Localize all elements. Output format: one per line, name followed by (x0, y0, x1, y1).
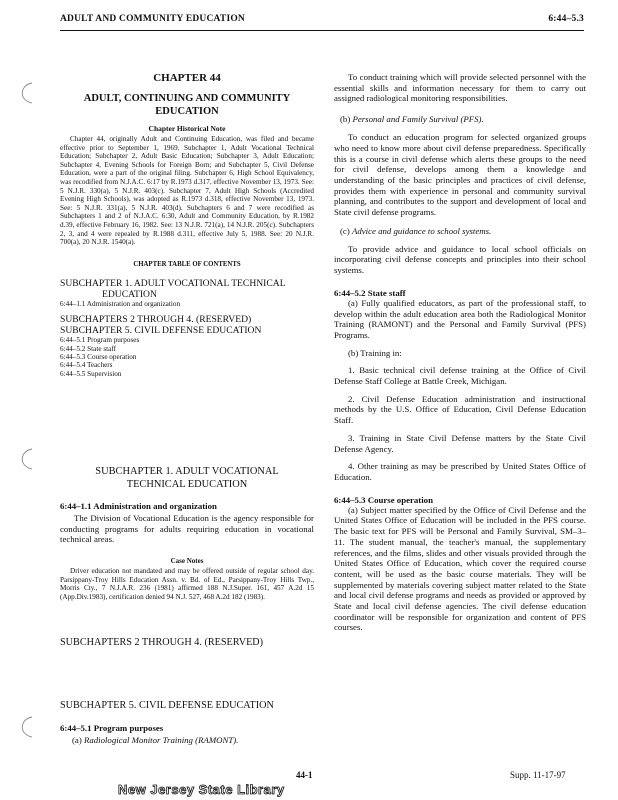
training-item: 4. Other training as may be prescribed by United States Office of Education. (334, 461, 586, 482)
header-title: ADULT AND COMMUNITY EDUCATION (60, 14, 245, 24)
toc-subchapter-1: SUBCHAPTER 1. ADULT VOCATIONAL TECHNICAL (60, 277, 286, 289)
supplement-date: Supp. 11-17-97 (510, 770, 566, 780)
toc-entry: 6:44–1.1 Administration and organization (60, 299, 181, 308)
toc-subchapter-5: SUBCHAPTER 5. CIVIL DEFENSE EDUCATION (60, 325, 262, 337)
section-5-2-b: (b) Training in: (348, 347, 402, 358)
training-item: 2. Civil Defense Education administration and instructional methods by the U.S. Office of Education, Civil Defense Education Staff. (334, 393, 586, 426)
right-column (334, 72, 586, 633)
pfs-description: To conduct an education program for selected organized groups who need to know more about civil defense preparedness. Specifically this is a course in civil defense which alerts these groups to the need for civil defense, develops among them a knowledge and understanding of the basic principles and practices of civil defense, provides them with experience in personal and community survival planning, and contributes to the support and development of local and State civil defense programs. (334, 132, 586, 218)
section-5-3-a: (a) Subject matter specified by the Office of Civil Defense and the United States Office of Education will be included in the PFS course. The basic text for PFS will be Personal and Family Survival, SM–3–11. The student manual, the teacher's manual, the supplementary references, and the films, slides and other visuals provided through the United States Office of Education, which cover the required course content, will be used as the basic course materials. They will be supplemented by materials covering subject matter related to the State and local civil defense programs and needs as provided or approved by State and local civil defense agencies. The civil defense education coordinator will be responsible for organization and content of PFS courses. (334, 504, 586, 633)
toc-entry: 6:44–5.1 Program purposes (60, 336, 140, 345)
section-heading-5-3: 6:44–5.3 Course operation (334, 494, 433, 505)
section-1-1-text: The Division of Vocational Education is the agency responsible for conducting programs for adults requiring education in vocational technical areas. (60, 513, 314, 545)
ramont-description: To conduct training which will provide selected personnel with the essential skills and information necessary for them to carry out assigned radiological monitoring responsibilities. (334, 72, 586, 104)
training-item: 1. Basic technical civil defense training at the Office of Civil Defense Staff College at Battle Creek, Michigan. (334, 365, 586, 387)
subchapter-1-heading: SUBCHAPTER 1. ADULT VOCATIONAL TECHNICAL EDUCATION (95, 466, 279, 490)
subchapter-5-heading: SUBCHAPTER 5. CIVIL DEFENSE EDUCATION (60, 700, 274, 712)
case-notes-text: Driver education not mandated and may be offered outside of regular school day. Parsippany-Troy Hills Education Assn. v. Bd. of Ed., Parsippany-Troy Hills Twp., Morris Cty., 7 N.J.A.R. 236 (1981) affirmed 188 N.J.Super. 161, 457 A.2d 15 (App.Div.1983), certification denied 94 N.J. 527, 468 A.2d 182 (1983). (60, 566, 314, 601)
item-b-heading: (b) Personal and Family Survival (PFS). (340, 114, 484, 125)
case-notes-heading: Case Notes (170, 556, 204, 565)
toc-subchapters-2-4: SUBCHAPTERS 2 THROUGH 4. (RESERVED) (60, 314, 252, 326)
section-heading-1-1: 6:44–1.1 Administration and organization (60, 501, 217, 512)
section-5-1-item-a: (a) Radiological Monitor Training (RAMONT). (72, 735, 239, 746)
historical-note-text: Chapter 44, originally Adult and Continuing Education, was filed and became effective prior to September 1, 1969. Subchapter 1, Adult Vocational Technical Education; Subchapter 2, Adult Basic Education; Subchapter 3, Adult Education; Subchapter 4, Evening Schools for Foreign Born; and Subchapter 5, Civil Defense Education, were a part of the original filing. Subchapter 6, High School Equivalency, was recodified from N.J.A.C. 6:17 by R.1973 d.317, effective November 13, 1973. See: 5 N.J.R. 330(a), 5 N.J.R. 403(c). Subchapter 7, Adult High Schools (Accredited Evening High Schools), was adopted as R.1973 d.318, effective November 13, 1973. See: 5 N.J.R. 331(a), 5 N.J.R. 403(d). Subchapters 6 and 7 were recodified as Subchapters 1 and 2 of N.J.A.C. 6:30, Adult and Community Education, by R.1982 d.39, effective February 16, 1982. See: 13 N.J.R. 721(a), 14 N.J.R. 205(c). Subchapters 2, 3, and 4 were repealed by R.1988 d.311, effective July 5, 1988. See: 20 N.J.R. 700(a), 20 N.J.R. 1540(a). (60, 135, 314, 247)
hole-punch-mark-icon (14, 446, 40, 472)
toc-subchapter-1-cont: EDUCATION (102, 288, 157, 300)
running-header (60, 14, 584, 24)
library-stamp: New Jersey State Library (118, 782, 285, 797)
section-5-2-a: (a) Fully qualified educators, as part of the professional staff, to develop within the adult education area both the Radiological Monitor Training (RAMONT) and the Personal and Family Survival (PFS) Programs. (334, 297, 586, 340)
section-heading-5-2: 6:44–5.2 State staff (334, 287, 406, 298)
section-heading-5-1: 6:44–5.1 Program purposes (60, 723, 164, 734)
item-c-heading: (c) Advice and guidance to school systems. (340, 225, 492, 236)
advice-description: To provide advice and guidance to local school officials on incorporating civil defense concepts and principles into their school systems. (334, 243, 586, 276)
toc-entry: 6:44–5.5 Supervision (60, 369, 122, 378)
training-item: 3. Training in State Civil Defense matters by the State Civil Defense Agency. (334, 432, 586, 454)
subchapters-2-4-heading: SUBCHAPTERS 2 THROUGH 4. (RESERVED) (60, 637, 264, 649)
hole-punch-mark-icon (14, 80, 40, 106)
toc-entry: 6:44–5.3 Course operation (60, 352, 137, 361)
chapter-title: ADULT, CONTINUING AND COMMUNITY EDUCATION (83, 93, 291, 117)
page-number: 44-1 (296, 770, 313, 780)
historical-note-heading: Chapter Historical Note (148, 124, 226, 133)
left-column (60, 72, 314, 746)
hole-punch-mark-icon (14, 714, 40, 740)
header-section: 6:44–5.3 (548, 14, 584, 24)
toc-entry: 6:44–5.4 Teachers (60, 361, 113, 370)
toc-entry: 6:44–5.2 State staff (60, 344, 116, 353)
chapter-number: CHAPTER 44 (153, 72, 221, 84)
header-rule (60, 30, 584, 31)
toc-heading: CHAPTER TABLE OF CONTENTS (133, 260, 241, 268)
